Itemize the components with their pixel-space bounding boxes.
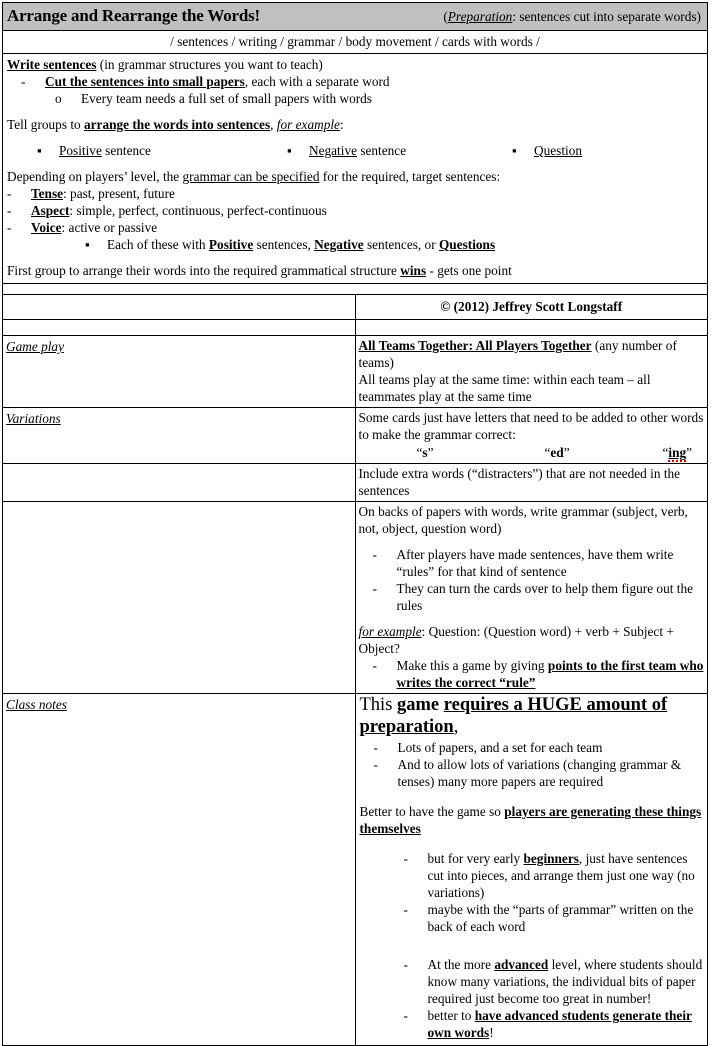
quote-close: ” (686, 445, 693, 461)
depending-post: for the required, target sentences: (319, 168, 501, 184)
game-play-content-cell (355, 335, 708, 407)
sub-bullet-3-pre: At the more (427, 956, 495, 972)
grammar-item-voice-text (31, 219, 703, 236)
example-positive-text (59, 142, 151, 159)
game-play-label: Game play (6, 338, 64, 354)
backs-content-cell (355, 502, 708, 694)
dash-marker: - (7, 185, 12, 201)
copyright-row (3, 294, 708, 319)
each-mid-2: sentences, or (363, 236, 439, 252)
sub-bullet-4-post: ! (489, 1025, 494, 1040)
dash-marker: - (403, 956, 408, 972)
suffix-examples (359, 444, 705, 461)
instructions-row (3, 53, 708, 283)
backs-example-line (359, 623, 705, 657)
dash-marker: - (373, 756, 378, 772)
square-bullet-icon: ▪ (512, 142, 517, 158)
write-sentences-line (7, 56, 703, 73)
suffix-ing (663, 444, 693, 461)
variations-content-cell (355, 408, 708, 464)
spacer-cell-top (3, 283, 708, 294)
class-notes-bullet-1-text: Lots of papers, and a set for each team (397, 739, 603, 755)
sub-bullet-1-post: , just have sentences cut into pieces, and arrange them just one way (no variations) (427, 850, 695, 900)
depending-line (7, 168, 703, 185)
copyright-label-cell (3, 294, 356, 319)
suffix-s (417, 444, 545, 461)
empty-row (3, 319, 708, 335)
example-positive-rest: sentence (101, 142, 151, 158)
cut-sentences-line (7, 73, 703, 90)
grammar-item-aspect-rest: : simple, perfect, continuous, perfect-continuous (69, 202, 327, 218)
suffix-ed (545, 444, 663, 461)
suffix-ing-word-spellcheck-error: ing (668, 445, 687, 461)
copyright-cell (355, 294, 708, 319)
class-notes-label: Class notes (6, 697, 67, 713)
square-bullet-icon: ▪ (287, 142, 292, 158)
class-notes-label-cell (3, 694, 356, 1046)
grammar-item-tense (7, 185, 703, 202)
square-bullet-icon: ▪ (85, 236, 90, 252)
quote-close: ” (427, 445, 434, 461)
each-of-these-text (107, 236, 703, 253)
dash-marker: - (403, 901, 408, 917)
backs-make-pre: Make this a game by giving (396, 658, 548, 674)
spacer-2 (7, 133, 703, 142)
game-play-heading: All Teams Together: All Players Together (358, 337, 592, 353)
tell-groups-italic: for example (276, 116, 340, 132)
example-question-keyword: Question (534, 142, 583, 158)
variations-line-1: Some cards just have letters that need to be added to other words to make the grammar correct: (358, 410, 704, 443)
class-notes-sub-bullet-1 (360, 850, 704, 901)
suffix-ed-word: ed (550, 445, 564, 461)
backs-make-bold: points to the first team who writes the correct “rule” (396, 658, 704, 691)
class-notes-sub-bullet-4 (360, 1007, 704, 1041)
sub-bullet-4-pre: better to (427, 1007, 475, 1023)
grammar-item-voice-rest: : active or passive (61, 219, 158, 235)
class-notes-content-cell (355, 694, 708, 1046)
every-team-text: Every team needs a full set of small papers with words (81, 90, 372, 106)
grammar-item-voice (7, 219, 703, 236)
first-group-post: - gets one point (426, 262, 512, 278)
sub-bullet-1-pre: but for very early (427, 850, 524, 866)
header-cell (3, 3, 708, 31)
dash-marker: - (373, 739, 378, 755)
tell-groups-bold: arrange the words into sentences (84, 116, 271, 132)
backs-bullet-1 (359, 546, 705, 580)
example-question (512, 142, 582, 159)
each-questions: Questions (438, 236, 496, 252)
example-positive-keyword: Positive (59, 142, 102, 158)
cn-head-a: This (359, 695, 398, 716)
copyright-text: (2012) Jeffrey Scott Longstaff (453, 298, 623, 314)
dash-marker: - (372, 581, 377, 597)
dash-marker: - (21, 73, 26, 89)
backs-make-game-line (359, 657, 705, 691)
dash-marker: - (372, 658, 377, 674)
class-notes-sub-bullet-2 (360, 901, 704, 935)
spacer-10 (360, 948, 704, 956)
preparation-label: Preparation (447, 9, 513, 24)
spacer-9 (360, 935, 704, 948)
game-play-line-2: All teams play at the same time: within each team – all teammates play at the same time (358, 371, 651, 404)
grammar-item-voice-label: Voice (31, 219, 62, 235)
dash-marker: - (403, 850, 408, 866)
dash-marker: - (7, 202, 12, 218)
grammar-item-aspect-label: Aspect (31, 202, 70, 218)
keywords-cell: / sentences / writing / grammar / body movement / cards with words / (3, 30, 708, 53)
first-group-bold: wins (400, 262, 427, 278)
class-notes-heading (360, 695, 704, 738)
sub-bullet-3-bold: advanced (494, 956, 549, 972)
copyright-icon: © (440, 298, 451, 314)
sub-bullet-1-bold: beginners (523, 850, 579, 866)
grammar-item-tense-text (31, 185, 703, 202)
tell-groups-pre: Tell groups to (7, 116, 84, 132)
document-page (0, 2, 715, 1040)
backs-bullet-2-text: They can turn the cards over to help them figure out the rules (396, 581, 693, 614)
each-pre: Each of these with (107, 236, 209, 252)
example-negative-rest: sentence (357, 142, 407, 158)
quote-open: “ (544, 445, 551, 461)
quote-open: “ (416, 445, 423, 461)
cn-head-d: , (453, 716, 459, 737)
each-of-these-line (7, 236, 703, 253)
cn-head-c: requires a HUGE amount of preparation (359, 695, 668, 737)
example-negative-text (309, 142, 406, 159)
every-team-line (7, 90, 703, 107)
sub-bullet-4-text (428, 1007, 704, 1041)
dash-marker: - (7, 219, 12, 235)
sub-bullet-1-text (428, 850, 704, 901)
class-notes-sub-bullet-3 (360, 956, 704, 1007)
backs-label-cell (3, 502, 356, 694)
preparation-text: : sentences cut into separate words) (512, 9, 701, 24)
dash-marker: - (403, 1007, 408, 1023)
depending-underlined: grammar can be specified (182, 168, 320, 184)
distracters-label-cell (3, 464, 356, 502)
backs-make-game-text (397, 657, 705, 691)
first-group-line (7, 262, 703, 279)
game-play-heading-rest: (any number of teams) (358, 337, 677, 370)
distracters-content-cell (355, 464, 708, 502)
empty-label-cell (3, 319, 356, 335)
backs-of-papers-row (3, 502, 708, 694)
backs-line-1: On backs of papers with words, write grammar (subject, verb, not, object, question word) (358, 504, 688, 537)
quote-close: ” (563, 445, 570, 461)
preparation-note (443, 8, 703, 25)
depending-pre: Depending on players’ level, the (7, 168, 183, 184)
tell-groups-line (7, 116, 703, 133)
write-sentences-bold: Write sentences (7, 56, 97, 72)
backs-bullet-2 (359, 580, 705, 614)
example-negative-keyword: Negative (309, 142, 357, 158)
sub-bullet-3-text (428, 956, 704, 1007)
first-group-pre: First group to arrange their words into the required grammatical structure (7, 262, 401, 278)
suffix-s-word: s (422, 445, 428, 461)
grammar-item-aspect-text (31, 202, 703, 219)
better-pre: Better to have the game so (359, 803, 505, 819)
class-notes-better-line (360, 803, 704, 837)
grammar-item-tense-rest: : past, present, future (63, 185, 175, 201)
paren-open: ( (443, 9, 448, 24)
variations-row (3, 408, 708, 464)
example-negative (287, 142, 512, 159)
distracters-row (3, 464, 708, 502)
spacer-6 (359, 614, 705, 623)
example-positive (37, 142, 287, 159)
variations-label-cell (3, 408, 356, 464)
write-sentences-rest: (in grammar structures you want to teach) (96, 56, 323, 72)
each-mid-1: sentences, (253, 236, 315, 252)
game-play-row (3, 335, 708, 407)
lesson-plan-table (2, 2, 708, 1046)
cut-sentences-bold: Cut the sentences into small papers (45, 73, 245, 89)
instructions-cell (3, 53, 708, 283)
cn-head-b: game (397, 695, 444, 716)
empty-content-cell (355, 319, 708, 335)
cut-sentences-text (45, 73, 703, 90)
backs-example-label: for example (358, 624, 422, 640)
game-play-line-1 (359, 337, 705, 371)
cut-sentences-rest: , each with a separate word (244, 73, 390, 89)
backs-bullet-1-text: After players have made sentences, have them write “rules” for that kind of sentence (396, 547, 674, 580)
keywords-row (3, 30, 708, 53)
spacer-row-top (3, 283, 708, 294)
backs-example-rest: : Question: (Question word) + verb + Subject + Object? (358, 624, 674, 657)
spacer-3 (7, 159, 703, 168)
sub-bullet-4-bold: have advanced students generate their own words (427, 1007, 692, 1040)
class-notes-row (3, 694, 708, 1046)
variations-label: Variations (6, 411, 61, 427)
game-play-label-cell (3, 335, 356, 407)
page-title: Arrange and Rearrange the Words! (7, 6, 260, 25)
distracters-line-1: Include extra words (“distracters”) that are not needed in the sentences (358, 466, 681, 499)
spacer-1 (7, 107, 703, 116)
sentence-type-examples (7, 142, 703, 159)
each-positive: Positive (208, 236, 254, 252)
class-notes-bullet-2 (360, 756, 704, 790)
dash-marker: - (372, 547, 377, 563)
spacer-7 (360, 790, 704, 803)
quote-open: “ (662, 445, 669, 461)
class-notes-bullet-2-text: And to allow lots of variations (changing grammar & tenses) many more papers are required (397, 756, 682, 789)
spacer-5 (359, 537, 705, 546)
sub-bullet-3-post: level, where students should know many variations, the individual bits of paper required just become too great in number! (427, 956, 703, 1006)
example-question-text (534, 142, 582, 159)
header-row (3, 3, 708, 31)
circle-marker: o (55, 90, 62, 106)
grammar-item-aspect (7, 202, 703, 219)
spacer-8 (360, 837, 704, 850)
each-negative: Negative (314, 236, 364, 252)
tell-groups-comma: , (270, 116, 277, 132)
sub-bullet-2-text: maybe with the “parts of grammar” written on the back of each word (427, 901, 694, 934)
grammar-item-tense-label: Tense (31, 185, 64, 201)
spacer-4 (7, 253, 703, 262)
class-notes-bullet-1 (360, 739, 704, 756)
better-bold: players are generating these things themselves (359, 803, 702, 836)
square-bullet-icon: ▪ (37, 142, 42, 158)
tell-groups-colon: : (339, 116, 344, 132)
